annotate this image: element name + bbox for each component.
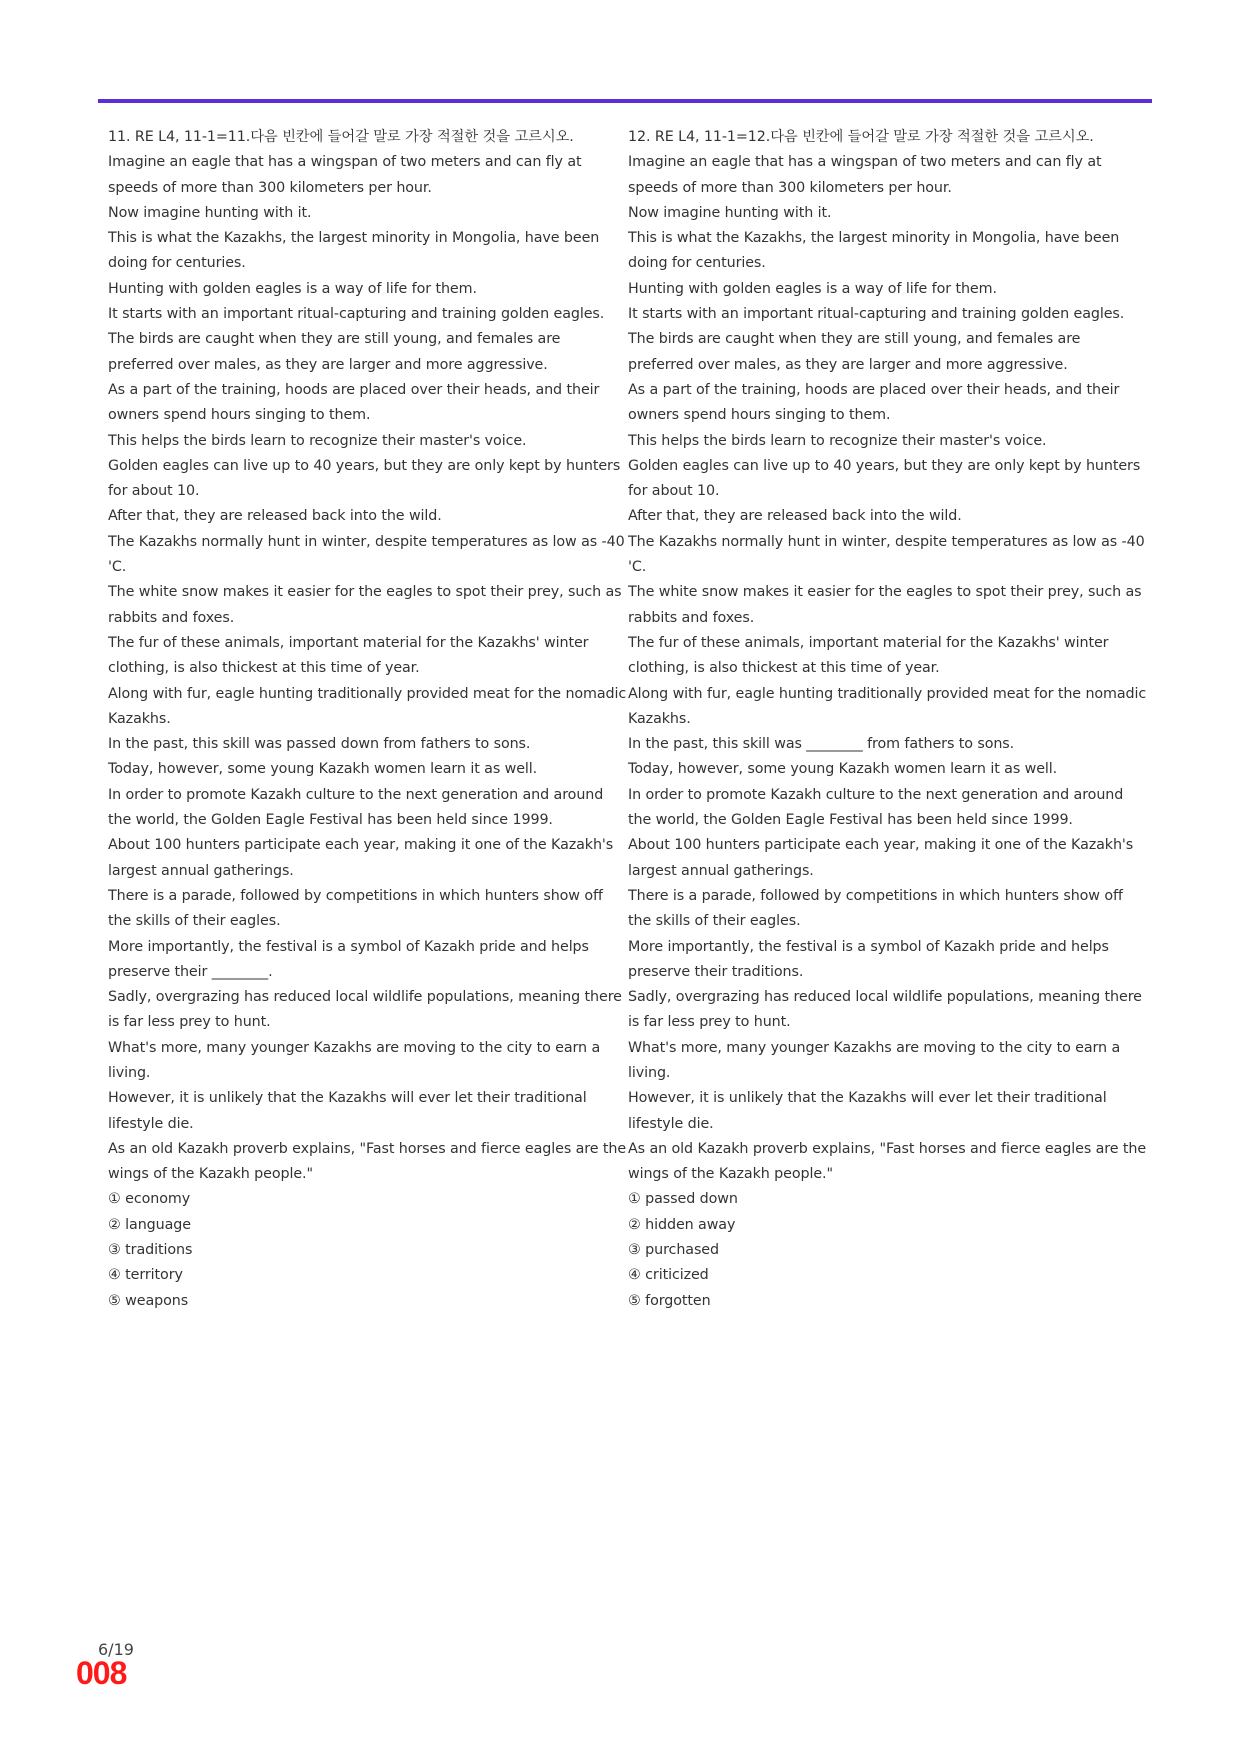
passage-sentence: As a part of the training, hoods are placed over their heads, and their owners spend hours singing to them. <box>108 381 600 424</box>
page-number: 6/19 <box>98 1640 134 1659</box>
passage-sentence: The fur of these animals, important material for the Kazakhs' winter clothing, is also thickest at this time of year. <box>108 634 589 677</box>
passage <box>108 150 628 1187</box>
question-11 <box>108 125 628 1314</box>
passage-sentence: The white snow makes it easier for the eagles to spot their prey, such as rabbits and foxes. <box>108 584 622 626</box>
passage-sentence: Imagine an eagle that has a wingspan of two meters and can fly at speeds of more than 300 kilometers per hour. <box>628 154 1102 196</box>
passage-sentence: However, it is unlikely that the Kazakhs will ever let their traditional lifestyle die. <box>628 1090 1107 1132</box>
answer-option: ① passed down <box>628 1191 738 1208</box>
passage-sentence: In the past, this skill was ________ from fathers to sons. <box>628 736 1015 753</box>
passage-sentence: Sadly, overgrazing has reduced local wildlife populations, meaning there is far less prey to hunt. <box>108 989 622 1031</box>
passage-sentence: As an old Kazakh proverb explains, "Fast horses and fierce eagles are the wings of the Kazakh people." <box>108 1140 627 1183</box>
passage-sentence: About 100 hunters participate each year, making it one of the Kazakh's largest annual gatherings. <box>628 837 1134 879</box>
passage-sentence: As an old Kazakh proverb explains, "Fast horses and fierce eagles are the wings of the Kazakh people." <box>628 1140 1147 1183</box>
passage-sentence: Hunting with golden eagles is a way of life for them. <box>108 280 477 297</box>
answer-option: ⑤ forgotten <box>628 1292 711 1309</box>
passage-sentence: The fur of these animals, important material for the Kazakhs' winter clothing, is also thickest at this time of year. <box>628 634 1109 677</box>
passage-sentence: As a part of the training, hoods are placed over their heads, and their owners spend hours singing to them. <box>628 381 1120 424</box>
passage-sentence: This is what the Kazakhs, the largest minority in Mongolia, have been doing for centuries. <box>628 230 1120 272</box>
passage-sentence: Now imagine hunting with it. <box>628 204 832 221</box>
passage-sentence: Today, however, some young Kazakh women learn it as well. <box>108 761 538 778</box>
passage-sentence: Sadly, overgrazing has reduced local wildlife populations, meaning there is far less prey to hunt. <box>628 989 1142 1031</box>
passage-sentence: This is what the Kazakhs, the largest minority in Mongolia, have been doing for centuries. <box>108 230 600 272</box>
passage-sentence: There is a parade, followed by competitions in which hunters show off the skills of their eagles. <box>108 887 603 930</box>
passage-sentence: In order to promote Kazakh culture to the next generation and around the world, the Golden Eagle Festival has been held since 1999. <box>628 786 1124 829</box>
passage-sentence: What's more, many younger Kazakhs are moving to the city to earn a living. <box>628 1039 1121 1081</box>
passage-sentence: It starts with an important ritual-capturing and training golden eagles. <box>108 306 605 323</box>
passage-sentence: Along with fur, eagle hunting traditionally provided meat for the nomadic Kazakhs. <box>108 685 627 727</box>
answer-options <box>108 1187 628 1313</box>
passage-sentence: The white snow makes it easier for the eagles to spot their prey, such as rabbits and foxes. <box>628 584 1142 626</box>
passage-sentence: About 100 hunters participate each year, making it one of the Kazakh's largest annual gatherings. <box>108 837 614 879</box>
question-header: 11. RE L4, 11-1=11.다음 빈칸에 들어갈 말로 가장 적절한 것을 고르시오. <box>108 129 574 145</box>
passage-sentence: There is a parade, followed by competitions in which hunters show off the skills of their eagles. <box>628 887 1123 930</box>
passage-sentence: More importantly, the festival is a symbol of Kazakh pride and helps preserve their traditions. <box>628 938 1109 980</box>
header-rule <box>98 99 1152 103</box>
passage-sentence: Golden eagles can live up to 40 years, but they are only kept by hunters for about 10. <box>628 457 1141 500</box>
answer-option: ④ criticized <box>628 1267 709 1284</box>
answer-option: ③ traditions <box>108 1242 193 1259</box>
passage-sentence: Along with fur, eagle hunting traditionally provided meat for the nomadic Kazakhs. <box>628 685 1147 727</box>
passage-sentence: The Kazakhs normally hunt in winter, despite temperatures as low as -40 'C. <box>628 533 1145 576</box>
passage-sentence: The birds are caught when they are still young, and females are preferred over males, as they are larger and more aggressive. <box>108 331 561 373</box>
answer-option: ③ purchased <box>628 1242 719 1259</box>
passage-sentence: More importantly, the festival is a symbol of Kazakh pride and helps preserve their ________. <box>108 938 589 980</box>
passage-sentence: After that, they are released back into the wild. <box>628 508 962 525</box>
passage-sentence: However, it is unlikely that the Kazakhs will ever let their traditional lifestyle die. <box>108 1090 587 1132</box>
passage-sentence: Golden eagles can live up to 40 years, but they are only kept by hunters for about 10. <box>108 457 621 500</box>
passage-sentence: What's more, many younger Kazakhs are moving to the city to earn a living. <box>108 1039 601 1081</box>
passage-sentence: Today, however, some young Kazakh women learn it as well. <box>628 761 1058 778</box>
answer-option: ④ territory <box>108 1267 183 1284</box>
answer-option: ② hidden away <box>628 1216 736 1233</box>
question-12 <box>628 125 1148 1314</box>
passage-sentence: Hunting with golden eagles is a way of life for them. <box>628 280 997 297</box>
answer-options <box>628 1187 1148 1313</box>
answer-option: ① economy <box>108 1191 191 1208</box>
answer-option: ② language <box>108 1216 191 1233</box>
passage-sentence: This helps the birds learn to recognize their master's voice. <box>628 432 1047 449</box>
passage-sentence: Now imagine hunting with it. <box>108 204 312 221</box>
page-code: 008 <box>76 1655 127 1691</box>
passage-sentence: In the past, this skill was passed down from fathers to sons. <box>108 736 531 753</box>
answer-option: ⑤ weapons <box>108 1292 189 1309</box>
passage <box>628 150 1148 1187</box>
passage-sentence: In order to promote Kazakh culture to the next generation and around the world, the Golden Eagle Festival has been held since 1999. <box>108 786 604 829</box>
passage-sentence: It starts with an important ritual-capturing and training golden eagles. <box>628 306 1125 323</box>
passage-sentence: This helps the birds learn to recognize their master's voice. <box>108 432 527 449</box>
passage-sentence: The Kazakhs normally hunt in winter, despite temperatures as low as -40 'C. <box>108 533 625 576</box>
question-header: 12. RE L4, 11-1=12.다음 빈칸에 들어갈 말로 가장 적절한 것을 고르시오. <box>628 129 1094 145</box>
passage-sentence: After that, they are released back into the wild. <box>108 508 442 525</box>
passage-sentence: The birds are caught when they are still young, and females are preferred over males, as they are larger and more aggressive. <box>628 331 1081 373</box>
passage-sentence: Imagine an eagle that has a wingspan of two meters and can fly at speeds of more than 300 kilometers per hour. <box>108 154 582 196</box>
